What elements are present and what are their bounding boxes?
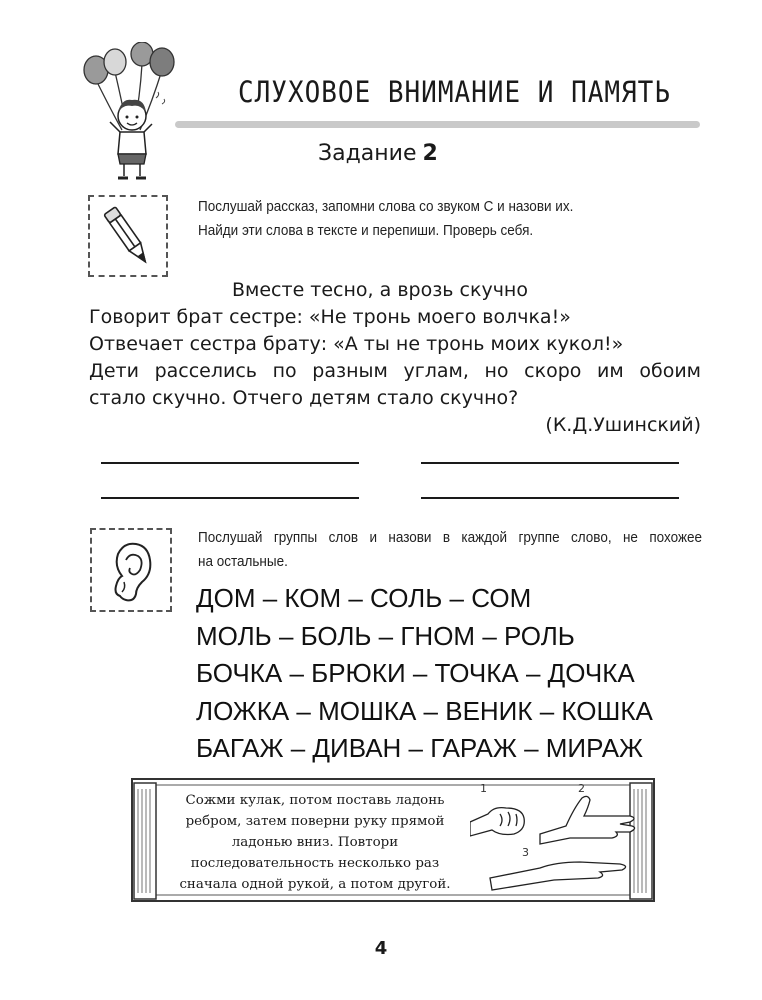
answer-line[interactable] xyxy=(101,462,359,464)
palm-edge-icon xyxy=(540,796,635,844)
instruction-line: последовательность несколько раз xyxy=(190,856,440,871)
page-number: 4 xyxy=(374,938,388,959)
fist-icon xyxy=(470,808,524,836)
answer-line[interactable] xyxy=(421,462,679,464)
word-group: БАГАЖ – ДИВАН – ГАРАЖ – МИРАЖ xyxy=(196,733,644,763)
title-underline xyxy=(175,121,700,128)
step-label: 2 xyxy=(578,782,585,795)
task-label: Задание xyxy=(318,141,417,166)
word-group: БОЧКА – БРЮКИ – ТОЧКА – ДОЧКА xyxy=(196,658,635,688)
answer-line[interactable] xyxy=(101,497,359,499)
hand-exercise-instruction xyxy=(170,790,460,895)
exercise2-instruction-line1: Послушай группы слов и назови в каждой группе слово, не похожее xyxy=(198,529,702,546)
hand-positions-illustration xyxy=(470,778,650,898)
story-text xyxy=(89,304,701,412)
instruction-line: Сожми кулак, потом поставь ладонь xyxy=(185,793,445,808)
story-author: (К.Д.Ушинский) xyxy=(545,414,701,436)
word-group: ДОМ – КОМ – СОЛЬ – СОМ xyxy=(196,583,532,613)
exercise1-instruction-line1: Послушай рассказ, запомни слова со звуком С и назови их. xyxy=(198,198,574,215)
child-with-balloons-illustration xyxy=(82,42,192,182)
instruction-line: ладонью вниз. Повтори xyxy=(231,835,399,850)
step-label: 3 xyxy=(522,846,529,859)
instruction-line: ребром, затем поверни руку прямой xyxy=(185,814,445,829)
word-group: МОЛЬ – БОЛЬ – ГНОМ – РОЛЬ xyxy=(196,620,575,651)
story-title: Вместе тесно, а врозь скучно xyxy=(232,279,528,301)
pencil-icon-frame xyxy=(88,195,168,277)
exercise2-instruction-line2: на остальные. xyxy=(198,553,288,570)
ear-icon-frame xyxy=(90,528,172,612)
story-line: Дети расселись по разным углам, но скоро им обоим xyxy=(89,360,701,382)
palm-down-icon xyxy=(490,862,626,890)
instruction-line: сначала одной рукой, а потом другой. xyxy=(179,877,451,892)
story-line: Говорит брат сестре: «Не тронь моего волчка!» xyxy=(89,306,571,328)
step-label: 1 xyxy=(480,782,487,795)
story-line: Отвечает сестра брату: «А ты не тронь моих кукол!» xyxy=(89,333,624,355)
pencil-icon xyxy=(90,197,166,275)
page-title: СЛУХОВОЕ ВНИМАНИЕ И ПАМЯТЬ xyxy=(238,76,671,110)
exercise1-instruction-line2: Найди эти слова в тексте и перепиши. Проверь себя. xyxy=(198,222,534,239)
ear-icon xyxy=(92,530,170,610)
story-line: стало скучно. Отчего детям стало скучно? xyxy=(89,387,519,409)
word-groups xyxy=(196,580,653,768)
exercise1-instruction xyxy=(198,195,702,243)
word-group: ЛОЖКА – МОШКА – ВЕНИК – КОШКА xyxy=(196,695,653,726)
task-heading xyxy=(318,141,438,166)
task-number: 2 xyxy=(422,141,438,166)
exercise2-instruction xyxy=(198,526,702,574)
answer-line[interactable] xyxy=(421,497,679,499)
